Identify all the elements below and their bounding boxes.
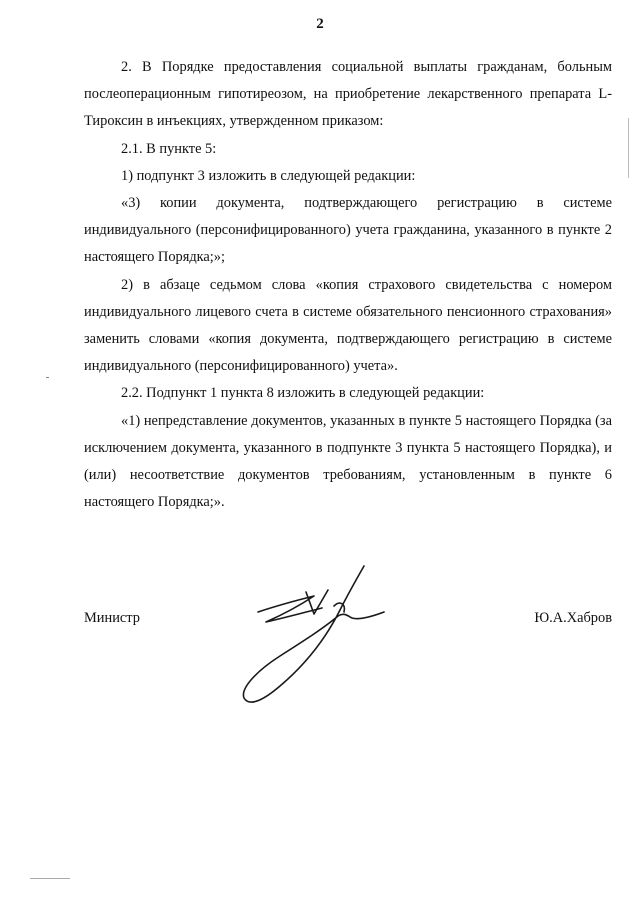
signatory-name: Ю.А.Хабров (534, 610, 612, 626)
paragraph-subpoint-1: 1) подпункт 3 изложить в следующей редакции: (121, 167, 416, 184)
scan-speck (30, 878, 70, 879)
paragraph-quote-1: «1) непредставление документов, указанных в пункте 5 настоящего Порядка (за исключением документа, указанного в подпункте 3 пункта 5 настоящего Порядка), и (или) несоответствие документов требованиям, установленным в пункте 6 настоящего Порядка;». (84, 412, 612, 511)
scan-speck (46, 377, 49, 378)
scan-edge-line (628, 118, 629, 178)
signatory-title: Министр (84, 610, 140, 626)
page-number: 2 (316, 16, 324, 32)
handwritten-signature (236, 560, 406, 710)
paragraph-2-2: 2.2. Подпункт 1 пункта 8 изложить в следующей редакции: (121, 385, 485, 402)
paragraph-subpoint-2: 2) в абзаце седьмом слова «копия страхового свидетельства с номером индивидуального лицевого счета в системе обязательного пенсионного страхования» заменить словами «копия документа, подтверждающего регистрацию в системе индивидуального (персонифицированного) учета». (84, 276, 612, 375)
paragraph-2-1: 2.1. В пункте 5: (121, 140, 217, 157)
document-body (84, 54, 612, 516)
paragraph-quote-3: «3) копии документа, подтверждающего регистрацию в системе индивидуального (персонифицированного) учета гражданина, указанного в пункте 2 настоящего Порядка;»; (84, 195, 612, 266)
paragraph-2: 2. В Порядке предоставления социальной выплаты гражданам, больным послеоперационным гипотиреозом, на приобретение лекарственного препарата L-Тироксин в инъекциях, утвержденном приказом: (84, 59, 612, 130)
